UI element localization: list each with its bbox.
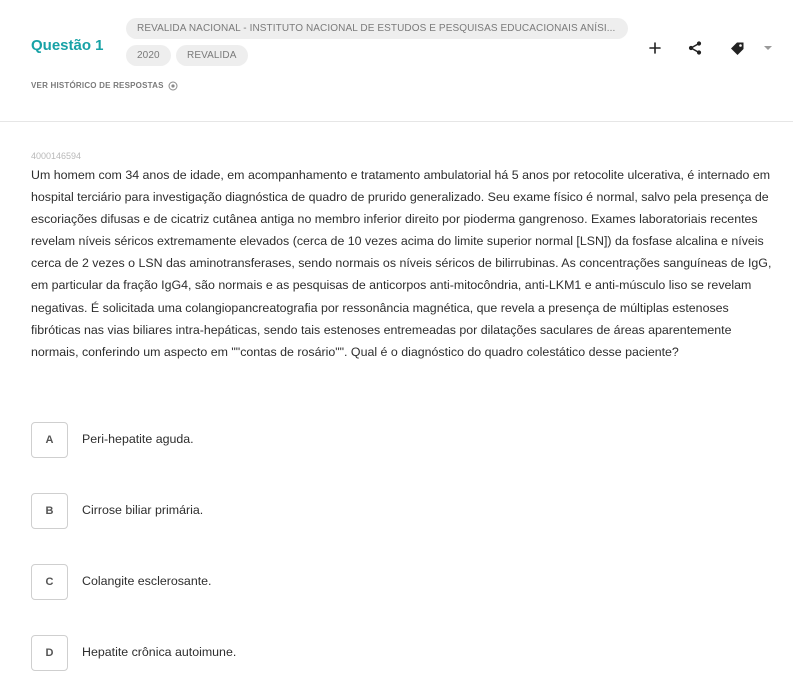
alternative-letter[interactable]: A [31, 422, 68, 458]
alternative-a[interactable] [31, 422, 731, 458]
plus-icon[interactable] [645, 38, 665, 58]
alternative-text: Colangite esclerosante. [82, 574, 212, 588]
question-title: Questão 1 [31, 37, 104, 54]
alternative-letter[interactable]: C [31, 564, 68, 600]
tag-source[interactable]: REVALIDA NACIONAL - INSTITUTO NACIONAL DE ESTUDOS E PESQUISAS EDUCACIONAIS ANÍSI... [126, 18, 628, 39]
alternative-text: Hepatite crônica autoimune. [82, 645, 237, 659]
eye-icon[interactable] [168, 81, 178, 91]
alternative-text: Peri-hepatite aguda. [82, 432, 194, 446]
alternative-letter[interactable]: B [31, 493, 68, 529]
question-header [0, 0, 793, 122]
question-statement: Um homem com 34 anos de idade, em acompanhamento e tratamento ambulatorial há 5 anos por retocolite ulcerativa, é internado em hospital terciário para investigação diagnóstica de quadro de prurido generalizado. Seu exame físico é normal, salvo pela presença de escoriações difusas e de cicatriz cutânea antiga no membro inferior direito por pioderma gangrenoso. Exames laboratoriais recentes revelam níveis séricos extremamente elevados (cerca de 10 vezes acima do limite superior normal [LSN]) da fosfase alcalina e níveis cerca de 2 vezes o LSN das aminotransferases, sendo normais os níveis séricos de bilirrubinas. As concentrações sanguíneas de IgG, em particular da fração IgG4, são normais e as pesquisas de anticorpos anti-mitocôndria, anti-LKM1 e anti-músculo liso se revelam negativas. É solicitada uma colangiopancreatografia por ressonância magnética, que revela a presença de múltiplas estenoses fibróticas nas vias biliares intra-hepáticas, sendo tais estenoses entremeadas por dilatações saculares de áreas aparentemente normais, conferindo um aspecto em ""contas de rosário"". Qual é o diagnóstico do quadro colestático desse paciente? [31, 168, 772, 359]
tag-icon[interactable] [727, 38, 747, 58]
alternative-d[interactable] [31, 635, 731, 671]
tag-exam[interactable]: REVALIDA [176, 45, 248, 66]
tag-year[interactable]: 2020 [126, 45, 171, 66]
alternative-c[interactable] [31, 564, 731, 600]
share-icon[interactable] [685, 38, 705, 58]
question-id: 4000146594 [31, 151, 82, 161]
answer-history-link[interactable]: VER HISTÓRICO DE RESPOSTAS [31, 81, 164, 90]
alternative-text: Cirrose biliar primária. [82, 503, 204, 517]
alternative-b[interactable] [31, 493, 731, 529]
caret-down-icon[interactable] [758, 38, 778, 58]
alternative-letter[interactable]: D [31, 635, 68, 671]
